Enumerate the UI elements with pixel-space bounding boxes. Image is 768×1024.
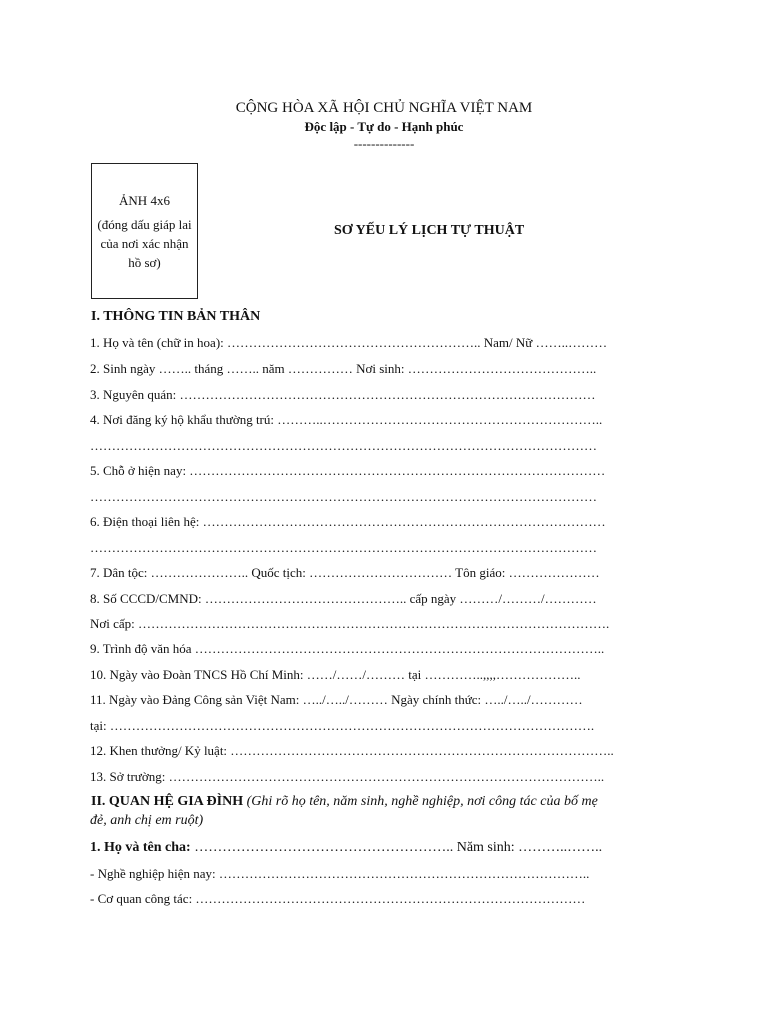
- field-birth: 2. Sinh ngày …….. tháng …….. năm …………… Nơi sinh: ……………………………………..: [90, 361, 597, 376]
- field-party-place: tại: ………………………………………………………………………………………………….: [90, 718, 595, 733]
- field-rewards: 12. Khen thưởng/ Kỷ luật: ……………………………………………………………………………..: [90, 743, 614, 758]
- field-permanent-address: 4. Nơi đăng ký hộ khẩu thường trú: ………..………………………………………………………..: [90, 412, 603, 427]
- section-2-note-cont: đẻ, anh chị em ruột): [90, 813, 204, 828]
- father-name-label: 1. Họ và tên cha:: [90, 840, 191, 855]
- national-motto: Độc lập - Tự do - Hạnh phúc: [304, 119, 464, 134]
- section-2-note: (Ghi rõ họ tên, năm sinh, nghề nghiệp, nơi công tác của bố mẹ: [243, 794, 598, 809]
- photo-box: [91, 163, 198, 299]
- field-permanent-address-cont: ………………………………………………………………………………………………………: [90, 438, 597, 453]
- photo-note: (đóng dấu giáp lai của nơi xác nhận hồ sơ): [97, 217, 192, 270]
- field-current-address: 5. Chỗ ở hiện nay: ……………………………………………………………………………………: [90, 463, 606, 478]
- section-2-title: II. QUAN HỆ GIA ĐÌNH: [91, 794, 244, 809]
- field-father-job: - Nghề nghiệp hiện nay: …………………………………………………………………………..: [90, 866, 590, 881]
- field-full-name: 1. Họ và tên (chữ in hoa): ………………………………………………….. Nam/ Nữ ……..………: [90, 335, 608, 350]
- field-party: 11. Ngày vào Đảng Công sản Việt Nam: …../…../……… Ngày chính thức: …../…../…………: [90, 692, 583, 707]
- field-youth-union: 10. Ngày vào Đoàn TNCS Hồ Chí Minh: ……/……/……… tại …………..,,,,………………..: [90, 667, 581, 682]
- section-2-heading: [91, 794, 598, 810]
- field-hometown: 3. Nguyên quán: ……………………………………………………………………………………: [90, 387, 596, 402]
- country-name: CỘNG HÒA XÃ HỘI CHỦ NGHĨA VIỆT NAM: [235, 100, 533, 116]
- field-father-name: [90, 840, 602, 856]
- father-name-rest: ……………………………………………….. Năm sinh: ………..……..: [190, 840, 603, 855]
- field-phone-cont: ………………………………………………………………………………………………………: [90, 540, 597, 555]
- field-id-place: Nơi cấp: ……………………………………………………………………………………………….: [90, 616, 610, 631]
- field-father-office: - Cơ quan công tác: ………………………………………………………………………………: [90, 891, 586, 906]
- field-phone: 6. Điện thoại liên hệ: …………………………………………………………………………………: [90, 514, 606, 529]
- field-current-address-cont: ………………………………………………………………………………………………………: [90, 489, 597, 504]
- header-separator: --------------: [353, 136, 415, 151]
- field-id-number: 8. Số CCCD/CMND: ……………………………………….. cấp ngày ………/………/…………: [90, 591, 597, 606]
- section-1-heading: I. THÔNG TIN BẢN THÂN: [91, 309, 261, 324]
- field-education: 9. Trình độ văn hóa …………………………………………………………………………………..: [90, 641, 605, 656]
- field-ethnicity: 7. Dân tộc: ………………….. Quốc tịch: …………………………… Tôn giáo: …………………: [90, 565, 600, 580]
- document-title: SƠ YẾU LÝ LỊCH TỰ THUẬT: [334, 223, 525, 238]
- field-strengths: 13. Sở trường: ………………………………………………………………………………………..: [90, 769, 605, 784]
- photo-label: ẢNH 4x6: [119, 193, 170, 208]
